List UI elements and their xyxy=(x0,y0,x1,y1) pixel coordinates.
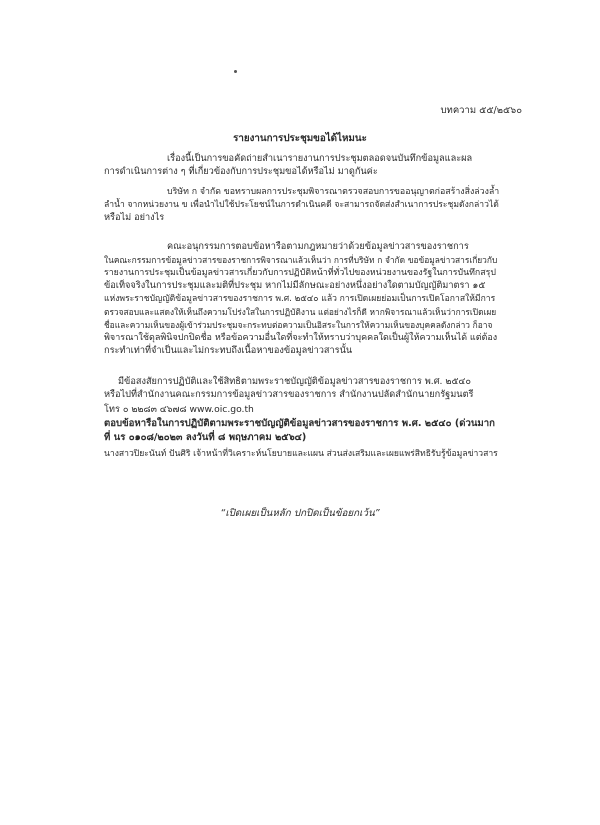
document-title: รายงานการประชุมขอได้ไหมนะ xyxy=(233,133,367,144)
paragraph-2-line-1: บริษัท ก จำกัด ขอทราบผลการประชุมพิจารณาตรวจสอบการขออนุญาตก่อสร้างสิ่งล่วงล้ำ xyxy=(167,187,500,197)
paragraph-3-line-2: ในคณะกรรมการข้อมูลข่าวสารของราชการพิจารณาแล้วเห็นว่า การที่บริษัท ก จำกัด ขอข้อมูลข่าวสารเกี่ยวกับ xyxy=(104,255,498,265)
paragraph-3-line-4: ข้อเท็จจริงในการประชุมและมติที่ประชุม หากไม่มีลักษณะอย่างหนึ่งอย่างใดตามบัญญัติมาตรา ๑๕ xyxy=(104,280,486,291)
author-line: นางสาวปิยะนันท์ ปันศิริ เจ้าหน้าที่วิเคราะห์นโยบายและแผน ส่วนส่งเสริมและเผยแพร่สิทธิรับรู้ข้อมูลข่าวสาร xyxy=(104,449,498,459)
document-number: บทความ ๕๕/๒๕๖๐ xyxy=(440,105,522,116)
contact-line-1: มีข้อสงสัยการปฏิบัติและใช้สิทธิตามพระราชบัญญัติข้อมูลข่าวสารของราชการ พ.ศ. ๒๕๔๐ xyxy=(118,376,471,387)
paragraph-3-line-8: พิจารณาใช้ดุลพินิจปกปิดชื่อ หรือข้อความอื่นใดที่จะทำให้ทราบว่าบุคคลใดเป็นผู้ให้ความเห็นได้ แต่ต้อง xyxy=(104,333,498,343)
reference-line-1: ตอบข้อหารือในการปฏิบัติตามพระราชบัญญัติข้อมูลข่าวสารของราชการ พ.ศ. ๒๕๔๐ (ด่วนมาก xyxy=(104,418,495,429)
paragraph-3-line-6: ตรวจสอบและแสดงให้เห็นถึงความโปร่งใสในการปฏิบัติงาน แต่อย่างไรก็ดี หากพิจารณาแล้วเห็นว่าการเปิดเผย xyxy=(104,307,497,317)
slogan: “เปิดเผยเป็นหลัก ปกปิดเป็นข้อยกเว้น” xyxy=(220,508,380,519)
reference-line-2: ที่ นร ๐๑๐๘/๒๐๒๓ ลงวันที่ ๘ พฤษภาคม ๒๕๖๔) xyxy=(104,432,307,443)
contact-line-3: โทร ๐ ๒๒๘๓ ๔๖๗๘ www.oic.go.th xyxy=(104,404,254,415)
paragraph-3-line-7: ชื่อและความเห็นของผู้เข้าร่วมประชุมจะกระทบต่อความเป็นอิสระในการให้ความเห็นของบุคคลดังกล่าว ก็อาจ xyxy=(104,320,493,330)
paragraph-3-line-1: คณะอนุกรรมการตอบข้อหารือตามกฎหมายว่าด้วยข้อมูลข่าวสารของราชการ xyxy=(167,241,469,252)
stray-mark xyxy=(234,70,237,73)
paragraph-3-line-3: รายงานการประชุมเป็นข้อมูลข่าวสารเกี่ยวกับการปฏิบัติหน้าที่ทั่วไปของหน่วยงานของรัฐในการบันทึกสรุป xyxy=(104,268,496,278)
paragraph-3-line-5: แห่งพระราชบัญญัติข้อมูลข่าวสารของราชการ พ.ศ. ๒๕๔๐ แล้ว การเปิดเผยย่อมเป็นการเปิดโอกาสให้มีการ xyxy=(104,294,496,304)
contact-line-2: หรือไปที่สำนักงานคณะกรรมการข้อมูลข่าวสารของราชการ สำนักงานปลัดสำนักนายกรัฐมนตรี xyxy=(104,389,474,400)
paragraph-1-line-2: การดำเนินการต่าง ๆ ที่เกี่ยวข้องกับการประชุมขอได้หรือไม่ มาดูกันค่ะ xyxy=(104,166,378,177)
paragraph-1-line-1: เรื่องนี้เป็นการขอคัดถ่ายสำเนารายงานการประชุมตลอดจนบันทึกข้อมูลและผล xyxy=(167,153,473,164)
paragraph-2-line-2: ลำน้ำ จากหน่วยงาน ข เพื่อนำไปใช้ประโยชน์ในการดำเนินคดี จะสามารถจัดส่งสำเนาการประชุมดังกล่าวได้ xyxy=(104,200,499,210)
paragraph-3-line-9: กระทำเท่าที่จำเป็นและไม่กระทบถึงเนื้อหาของข้อมูลข่าวสารนั้น xyxy=(104,345,353,356)
paragraph-2-line-3: หรือไม่ อย่างไร xyxy=(104,212,165,223)
